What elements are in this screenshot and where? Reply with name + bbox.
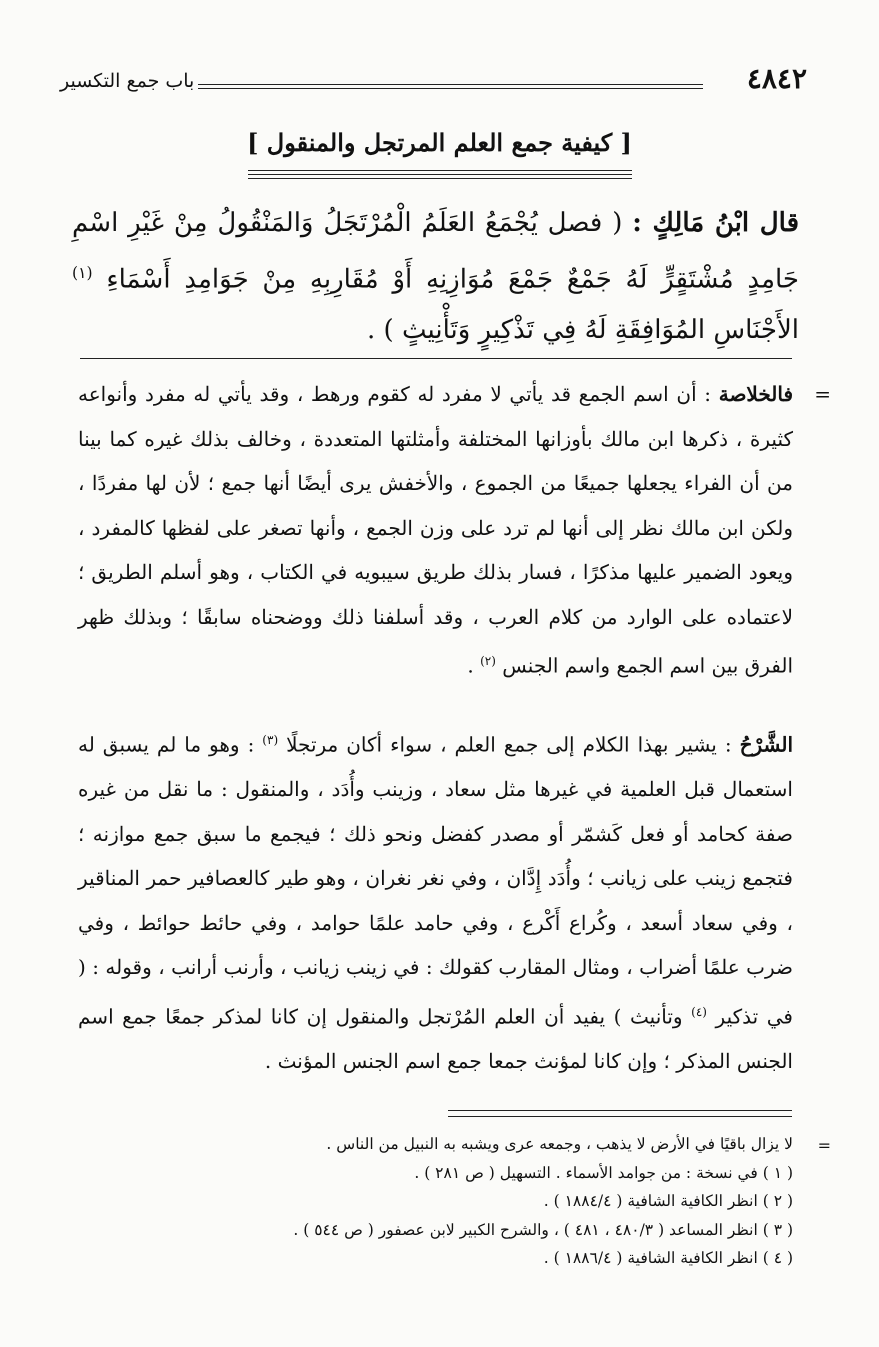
- header-rule: [198, 84, 703, 89]
- matn-rule: [80, 358, 792, 359]
- khulasa-end: .: [467, 653, 474, 678]
- footnote-4: ( ٤ ) انظر الكافية الشافية ( ١٨٨٦/٤ ) .: [543, 1249, 793, 1267]
- footnote-continued: لا يزال باقيًا في الأرض لا يذهب ، وجمعه عرى ويشبه به النبيل من الناس .: [326, 1135, 793, 1153]
- continuation-mark: =: [814, 382, 831, 406]
- sharh-term: الشَّرْحُ: [739, 732, 794, 757]
- section-heading: [ كيفية جمع العلم المرتجل والمنقول ]: [247, 128, 632, 157]
- footnote-2: ( ٢ ) انظر الكافية الشافية ( ١٨٨٤/٤ ) .: [543, 1192, 793, 1210]
- running-title: باب جمع التكسير: [60, 70, 195, 92]
- khulasa-paragraph: [78, 372, 793, 688]
- sharh-text-part3: وتأنيث ) يفيد أن العلم المُرْتجل والمنقول إن كانا لمذكر جمعًا جمع اسم الجنس المذكر ؛ وإن كانا لمؤنث جمعا جمع اسم الجنس المؤنث .: [78, 1004, 793, 1073]
- note-ref-3: (٣): [262, 733, 279, 747]
- sharh-text-part2: : وهو ما لم يسبق له استعمال قبل العلمية في غيرها مثل سعاد ، وزينب وأُدَد ، والمنقول : ما نقل من غيره صفة كحامد أو فعل كَشمّر أو مصدر كفضل ونحو ذلك ؛ فيجمع ما سبق جمع موازنه ؛ فتجمع زينب على زيانب ؛ وأُدَد إِدَّان ، وفي نغر نغران ، وهو طير كالعصافير حمر المناقير ، وفي سعاد أسعد ، وكُراع أَكْرع ، وفي حامد علمًا حوامد ، وفي حائط حوائط ، وفي ضرب علمًا أضراب ، ومثال المقارب كقولك : في زينب زيانب ، وأرنب أرانب ، وقوله : ( في تذكير: [78, 732, 793, 1029]
- khulasa-text: : أن اسم الجمع قد يأتي لا مفرد له كقوم ورهط ، وقد يأتي له مفرد وأنواعه كثيرة ، ذكرها ابن مالك بأوزانها المختلفة وأمثلتها المتعددة ، وخالف بذلك غيره كما بينا من أن الفراء يجعلها جميعًا من الجموع ، والأخفش يرى أيضًا أنها جمع ؛ لأن لها مفردًا ، ولكن ابن مالك نظر إلى أنها لم ترد على وزن الجمع ، وأنها تصغر على لفظها كالمفرد ، ويعود الضمير عليها مذكرًا ، فسار بذلك طريق سيبويه في الكتاب ، وهو أسلم الطريق ؛ لاعتماده على الوارد من كلام العرب ، وقد أسلفنا ذلك ووضحناه سابقًا ؛ وبذلك ظهر الفرق بين اسم الجمع واسم الجنس: [78, 382, 793, 678]
- sharh-paragraph: [78, 718, 793, 1083]
- footnote-1: ( ١ ) في نسخة : من جوامد الأسماء . التسهيل ( ص ٢٨١ ) .: [414, 1163, 793, 1182]
- heading-rules: [248, 170, 632, 182]
- matn-speaker: قال ابْنُ مَالِكٍ :: [632, 208, 799, 238]
- matn-text-part2: الأَجْنَاسِ المُوَافِقَةِ لَهُ فِي تَذْكِيرٍ وَتَأْنِيثٍ ) .: [367, 314, 799, 345]
- note-ref-1: (١): [72, 264, 93, 282]
- footnote-3: ( ٣ ) انظر المساعد ( ٤٨٠/٣ ، ٤٨١ ) ، والشرح الكبير لابن عصفور ( ص ٥٤٤ ) .: [293, 1220, 793, 1239]
- footnotes: [90, 1130, 793, 1273]
- matn-text-part1: ( فصل يُجْمَعُ العَلَمُ الْمُرْتَجَلُ وَالمَنْقُولُ مِنْ غَيْرِ اسْمِ جَامِدٍ مُشْتَقٍرٍّ لَهُ جَمْعٌ جَمْعَ مُوَازِنِهِ أَوْ مُقَارِبِهِ مِنْ جَوَامِدِ أَسْمَاءِ: [72, 208, 800, 295]
- note-ref-2: (٢): [480, 654, 496, 668]
- page-number: ٤٨٤٢: [746, 62, 807, 95]
- note-ref-4: (٤): [691, 1004, 707, 1019]
- sharh-text-part1: : يشير بهذا الكلام إلى جمع العلم ، سواء أكان مرتجلًا: [286, 732, 732, 757]
- matn-text: [72, 198, 799, 355]
- khulasa-term: فالخلاصة: [718, 382, 794, 406]
- footnote-rule-2: [448, 1116, 792, 1117]
- running-header: [60, 62, 807, 102]
- footnote-rule: [448, 1110, 792, 1111]
- footnote-continuation-mark: =: [817, 1136, 831, 1155]
